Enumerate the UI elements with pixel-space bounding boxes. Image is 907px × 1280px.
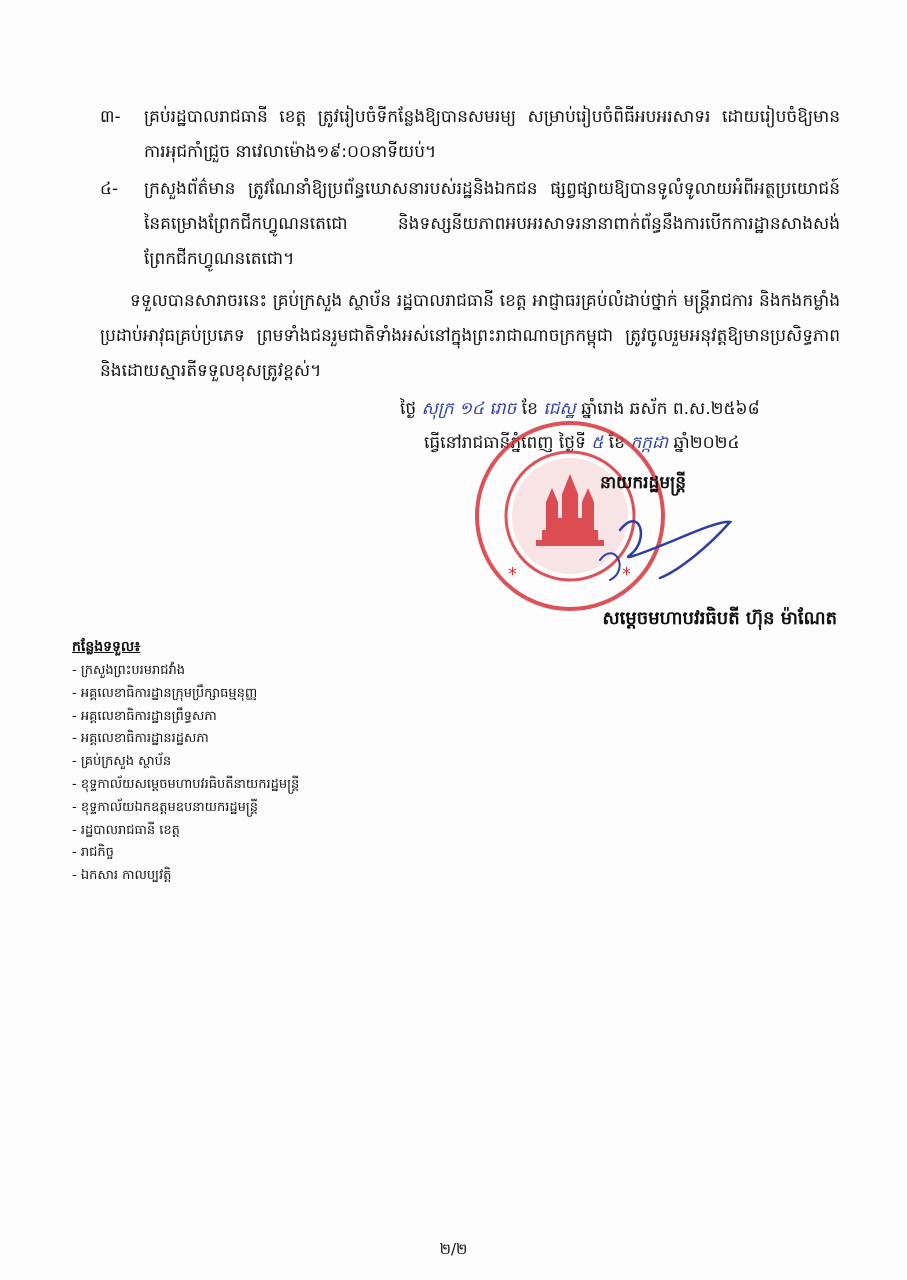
list-number: ៣- (100, 107, 121, 127)
list-item-text: គ្រប់រដ្ឋបាលរាជធានី ខេត្ត ត្រូវរៀបចំទីកន្លែងឱ្យបានសមរម្យ សម្រាប់រៀបចំពិធីអបអរសាទរ ដោយរៀបចំឱ្យមានការអុជកាំជ្រួច នាវេលាម៉ោង១៩:០០នាទីយប់។ (144, 107, 840, 162)
lunar-date-prefix: ថ្ងៃ (400, 399, 417, 419)
lunar-day-handwritten: សុក្រ ១៤ រោច (421, 399, 517, 419)
lunar-month-label: ខែ (521, 399, 538, 419)
recipient-item: - អគ្គលេខាធិការដ្ឋានរដ្ឋសភា (72, 728, 299, 751)
recipient-item: - ខុទ្ទកាល័យឯកឧត្តមឧបនាយករដ្ឋមន្ត្រី (72, 797, 299, 820)
list-item-3 (100, 100, 840, 170)
recipient-item: - ខុទ្ទកាល័យសម្តេចមហាបវរធិបតីនាយករដ្ឋមន្ត្រី (72, 774, 299, 797)
signatory-name: សម្តេចមហាបវរធិបតី ហ៊ុន ម៉ាណែត (602, 608, 837, 629)
handwritten-signature (560, 500, 740, 590)
signatory-title: នាយករដ្ឋមន្ត្រី (600, 473, 686, 493)
page-number: ២/២ (439, 1240, 468, 1258)
recipients-list (72, 660, 299, 888)
recipient-item: - រាជកិច្ច (72, 842, 299, 865)
recipient-item: - រដ្ឋបាលរាជធានី ខេត្ត (72, 820, 299, 843)
solar-month-label: ខែ (608, 433, 625, 453)
list-item-4 (100, 172, 840, 277)
closing-paragraph: ទទួលបានសារាចរនេះ គ្រប់ក្រសួង ស្ថាប័ន រដ្ឋបាលរាជធានី ខេត្ត អាជ្ញាធរគ្រប់លំដាប់ថ្នាក់ មន្ត្រីរាជការ និងកងកម្លាំងប្រដាប់អាវុធគ្រប់ប្រភេទ ព្រមទាំងជនរួមជាតិទាំងអស់នៅក្នុងព្រះរាជាណាចក្រកម្ពុជា ត្រូវចូលរួមអនុវត្តឱ្យមានប្រសិទ្ធភាព និងដោយស្មារតីទទួលខុសត្រូវខ្ពស់។ (100, 291, 840, 381)
recipient-item: - អគ្គលេខាធិការដ្ឋានក្រុមប្រឹក្សាធម្មនុញ្ញ (72, 683, 299, 706)
recipients-heading: កន្លែងទទួល៖ (72, 639, 141, 655)
recipient-item: - ក្រសួងព្រះបរមរាជវាំង (72, 660, 299, 683)
lunar-year: ឆ្នាំរោង ឆស័ក ព.ស.២៥៦៨ (581, 399, 760, 419)
lunar-month-handwritten: ជេស្ឋ (543, 399, 576, 419)
svg-text:*: * (622, 564, 631, 585)
solar-year: ឆ្នាំ២០២៤ (673, 433, 740, 453)
svg-text:*: * (508, 564, 517, 585)
solar-month-handwritten: កក្កដា (630, 433, 669, 453)
list-item-text: ក្រសួងព័ត៌មាន ត្រូវណែនាំឱ្យប្រព័ន្ធឃោសនារបស់រដ្ឋនិងឯកជន ផ្សព្វផ្សាយឱ្យបានទូលំទូលាយអំពីអត្ថប្រយោជន៍នៃគម្រោងព្រែកជីកហ្វូណនតេជោ និងទស្សនីយភាពអបអរសាទរនានាពាក់ព័ន្ធនឹងការបើកការដ្ឋានសាងសង់ព្រែកជីកហ្វូណនតេជោ។ (144, 179, 840, 269)
recipient-item: - ឯកសារ កាលប្បវត្តិ (72, 865, 299, 888)
list-number: ៤- (100, 179, 119, 199)
solar-date-prefix: ធ្វើនៅរាជធានីភ្នំពេញ ថ្ងៃទី (424, 433, 586, 453)
recipient-item: - គ្រប់ក្រសួង ស្ថាប័ន (72, 751, 299, 774)
solar-day-handwritten: ៥ (591, 433, 604, 453)
recipient-item: - អគ្គលេខាធិការដ្ឋានព្រឹទ្ធសភា (72, 706, 299, 729)
